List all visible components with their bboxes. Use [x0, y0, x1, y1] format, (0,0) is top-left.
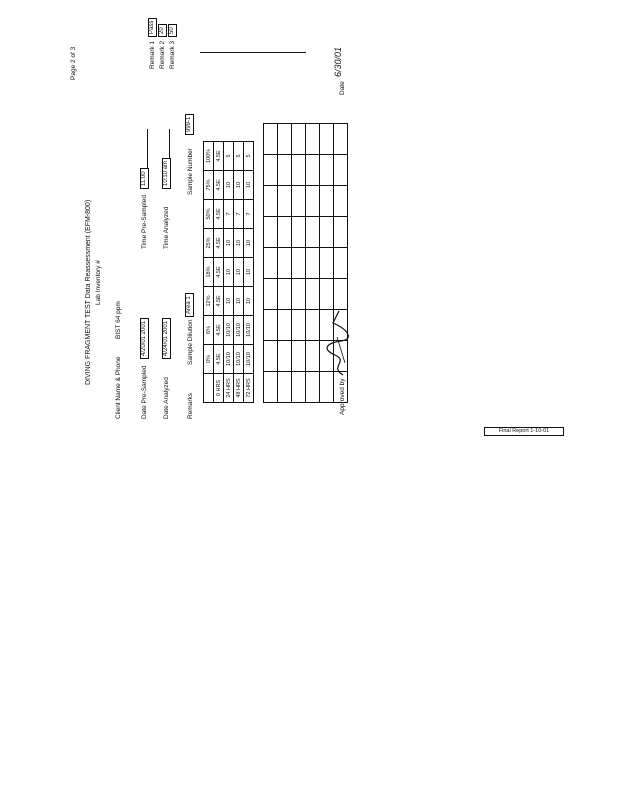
page-number: Page 2 of 3 [70, 46, 77, 80]
table-cell: 10 [234, 287, 244, 316]
table-header-cell: 25% [204, 229, 214, 258]
table-cell: 10 [224, 171, 234, 200]
dilution-value: Area 1 [185, 293, 194, 317]
time-received-value: 11:00 [140, 168, 149, 189]
blank-row [278, 124, 292, 403]
sample-number-label: Sample Number [187, 148, 194, 195]
table-cell: 10 [244, 229, 254, 258]
table-cell: 10/10 [244, 345, 254, 374]
table-header-cell: 0% [204, 345, 214, 374]
table-header-cell: 100% [204, 142, 214, 171]
rotated-form [79, 20, 539, 425]
table-header-row [204, 142, 214, 403]
time-analyzed-label: Time Analyzed [163, 206, 170, 249]
results-table [203, 141, 254, 403]
table-cell: 10 [244, 258, 254, 287]
client-label: Client Name & Phone [115, 356, 122, 419]
table-cell: 10 [244, 171, 254, 200]
table-cell: 4.5E [214, 287, 224, 316]
date-label: Date [339, 81, 346, 95]
time-received-rule [147, 129, 148, 169]
client-value: BIST 64 ppm [115, 301, 122, 339]
table-cell: 24 HRS [224, 374, 234, 403]
table-header-cell: 12% [204, 287, 214, 316]
time-analyzed-value: 10:10 am [162, 158, 171, 189]
table-cell: 10/10 [224, 316, 234, 345]
table-cell: 10/10 [224, 345, 234, 374]
blank-row [306, 124, 320, 403]
table-header-cell [204, 374, 214, 403]
table-row [244, 142, 254, 403]
table-cell: 4.5E [214, 316, 224, 345]
table-cell: 10 [224, 229, 234, 258]
blank-row [292, 124, 306, 403]
table-cell: 10 [244, 287, 254, 316]
table-header-cell: 50% [204, 200, 214, 229]
table-header-cell: 18% [204, 258, 214, 287]
table-cell: 5 [224, 142, 234, 171]
remarks-label: Remarks [187, 392, 194, 419]
table-cell: 4.5E [214, 200, 224, 229]
remark-1-label: Remark 1 [149, 40, 156, 69]
table-cell: 4.5E [214, 229, 224, 258]
form-title: DIVING FRAGMENT TEST Data Reassessment (EFM-800) [85, 199, 92, 385]
table-cell: 10 [224, 258, 234, 287]
table-cell: 10 [224, 287, 234, 316]
signature-image [325, 307, 351, 377]
table-cell: 10/10 [234, 345, 244, 374]
date-value: 6/30/01 [333, 46, 343, 77]
table-cell: 10 [234, 258, 244, 287]
form-subtitle: Lab Inventory # [95, 260, 102, 305]
table-cell: 4.5E [214, 171, 224, 200]
table-header-cell: 6% [204, 316, 214, 345]
time-analyzed-rule [169, 129, 170, 159]
date-analyzed-label: Date Analyzed [163, 377, 170, 419]
dilution-label: Sample Dilution [187, 319, 194, 365]
table-cell: 4.5E [214, 258, 224, 287]
date-received-label: Date Pre-Sampled [141, 365, 148, 419]
blank-row [264, 124, 278, 403]
table-cell: 7 [244, 200, 254, 229]
table-cell: 72 HRS [244, 374, 254, 403]
table-row [214, 142, 224, 403]
table-cell: 4.5E [214, 345, 224, 374]
table-header-cell: 75% [204, 171, 214, 200]
table-cell: 5 [244, 142, 254, 171]
remark-3-label: Remark 3 [169, 40, 176, 69]
table-cell: 0 HRS [214, 374, 224, 403]
remark-2-value: 20 [158, 24, 167, 37]
table-cell: 7 [224, 200, 234, 229]
date-analyzed-value: 4/24/01 2001 [162, 318, 171, 359]
table-cell: 10/10 [234, 316, 244, 345]
table-cell: 4.5E [214, 142, 224, 171]
approved-label: Approved by [339, 378, 346, 415]
table-cell: 5 [234, 142, 244, 171]
table-row [224, 142, 234, 403]
remark-3-value: 50 [168, 24, 177, 37]
time-received-label: Time Pre-Sampled [141, 195, 148, 249]
table-cell: 48 HRS [234, 374, 244, 403]
remark-2-label: Remark 2 [159, 40, 166, 69]
table-row [234, 142, 244, 403]
date-received-value: 4/20/01 2001 [140, 318, 149, 359]
footer-stamp: Final Report 1-10-01 [484, 427, 564, 436]
table-cell: 7 [234, 200, 244, 229]
table-cell: 10 [234, 229, 244, 258]
sample-number-value: 999-1 [185, 114, 194, 135]
remark-1-value: Pass [148, 18, 157, 37]
table-cell: 10 [234, 171, 244, 200]
table-cell: 10/10 [244, 316, 254, 345]
